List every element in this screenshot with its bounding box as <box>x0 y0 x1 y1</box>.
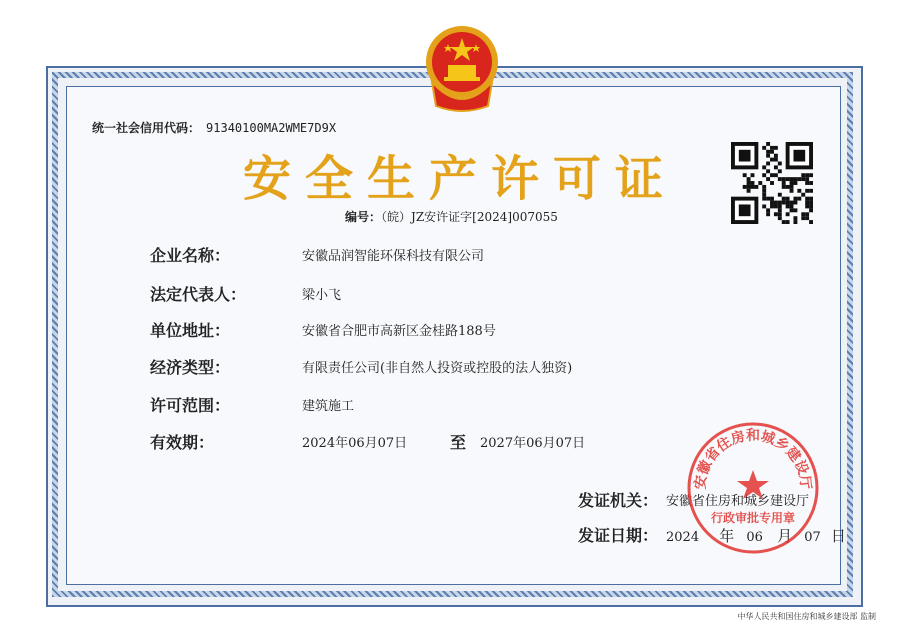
seal-star-icon <box>737 470 769 499</box>
field-label: 企业名称： <box>150 246 231 265</box>
issue-day: 07 <box>804 530 821 545</box>
certificate-title: 安全生产许可证 <box>242 151 677 207</box>
field-value: 建筑施工 <box>302 399 355 414</box>
credit-code-value: 91340100MA2WME7D9X <box>206 121 337 135</box>
field-value: 安徽品润智能环保科技有限公司 <box>302 249 485 264</box>
national-emblem-icon <box>422 20 502 116</box>
field-label: 有效期： <box>150 433 215 452</box>
seal-text-bottom: 行政审批专用章 <box>710 511 796 525</box>
field-label: 许可范围： <box>150 396 231 415</box>
serial-value: （皖）JZ安许证字[2024]007055 <box>381 210 558 224</box>
credit-code-line <box>92 119 336 136</box>
issue-date-label: 发证日期： <box>578 526 659 545</box>
day-char: 日 <box>830 527 846 545</box>
year-char: 年 <box>719 527 735 545</box>
field-label: 经济类型： <box>150 358 231 377</box>
validity-to-label: 至 <box>450 433 467 452</box>
serial-number-line <box>345 208 558 225</box>
issuer-value: 安徽省住房和城乡建设厅 <box>666 494 810 509</box>
serial-label: 编号： <box>345 210 382 224</box>
field-value: 梁小飞 <box>302 288 342 303</box>
issue-month: 06 <box>746 530 763 545</box>
month-char: 月 <box>777 527 793 545</box>
seal-text-top: 安徽省住房和城乡建设厅 <box>692 428 814 491</box>
field-label: 法定代表人： <box>150 285 247 304</box>
issue-year: 2024 <box>666 530 700 545</box>
field-validity <box>150 430 650 454</box>
footer-note: 中华人民共和国住房和城乡建设部 监制 <box>737 612 876 621</box>
field-value: 安徽省合肥市高新区金桂路188号 <box>302 324 496 339</box>
field-value: 有限责任公司(非自然人投资或控股的法人独资) <box>302 361 573 376</box>
validity-to: 2027年06月07日 <box>480 436 586 451</box>
credit-code-label: 统一社会信用代码： <box>92 121 201 135</box>
field-label: 单位地址： <box>150 321 231 340</box>
validity-from: 2024年06月07日 <box>302 436 408 451</box>
official-seal <box>683 418 823 558</box>
qr-code-icon[interactable] <box>731 142 813 224</box>
issuer-label: 发证机关： <box>578 491 659 510</box>
